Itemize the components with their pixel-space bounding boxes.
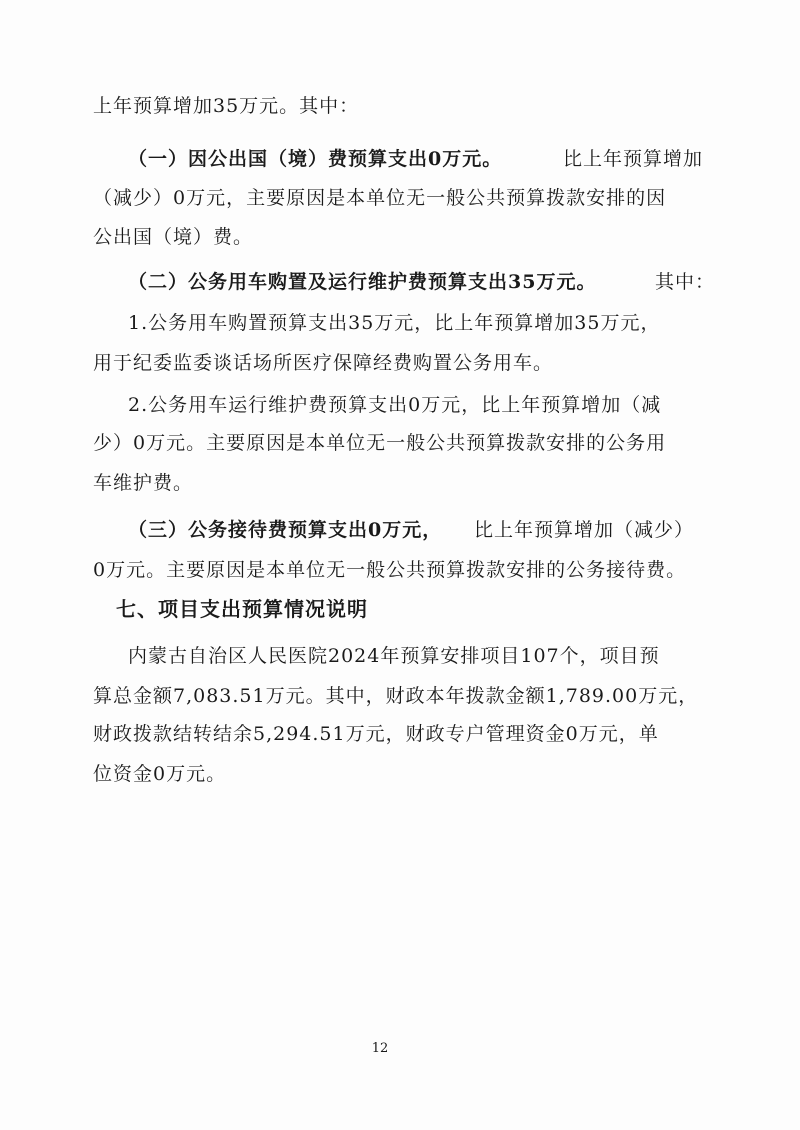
paragraph-line: （减少）0万元，主要原因是本单位无一般公共预算拨款安排的因: [93, 187, 667, 209]
page-number: 12: [371, 1041, 389, 1056]
paragraph-line: 其中：: [655, 271, 716, 293]
paragraph-line: 0万元。主要原因是本单位无一般公共预算拨款安排的公务接待费。: [93, 559, 687, 581]
item-two-line: 2.公务用车运行维护费预算支出0万元，比上年预算增加（减: [128, 394, 662, 416]
paragraph-line: 少）0万元。主要原因是本单位无一般公共预算拨款安排的公务用: [93, 432, 667, 454]
item-one-line: 1.公务用车购置预算支出35万元，比上年预算增加35万元，: [128, 312, 661, 334]
paragraph-line: 车维护费。: [93, 472, 194, 494]
section-seven-heading: 七、项目支出预算情况说明: [116, 597, 368, 621]
paragraph-line: 内蒙古自治区人民医院2024年预算安排项目107个，项目预: [128, 645, 660, 667]
section-one-heading: （一）因公出国（境）费预算支出0万元。: [128, 148, 503, 170]
paragraph-line: 位资金0万元。: [93, 763, 227, 785]
paragraph-line: 公出国（境）费。: [93, 226, 254, 248]
paragraph-line: 财政拨款结转结余5,294.51万元，财政专户管理资金0万元，单: [93, 723, 659, 745]
section-three-heading: （三）公务接待费预算支出0万元，: [128, 519, 443, 541]
paragraph-line: 上年预算增加35万元。其中：: [93, 95, 360, 117]
paragraph-line: 算总金额7,083.51万元。其中，财政本年拨款金额1,789.00万元，: [93, 685, 699, 707]
paragraph-line: 比上年预算增加（减少）: [474, 519, 695, 541]
paragraph-line: 用于纪委监委谈话场所医疗保障经费购置公务用车。: [93, 352, 554, 374]
section-two-heading: （二）公务用车购置及运行维护费预算支出35万元。: [128, 271, 597, 293]
paragraph-line: 比上年预算增加: [563, 148, 704, 170]
